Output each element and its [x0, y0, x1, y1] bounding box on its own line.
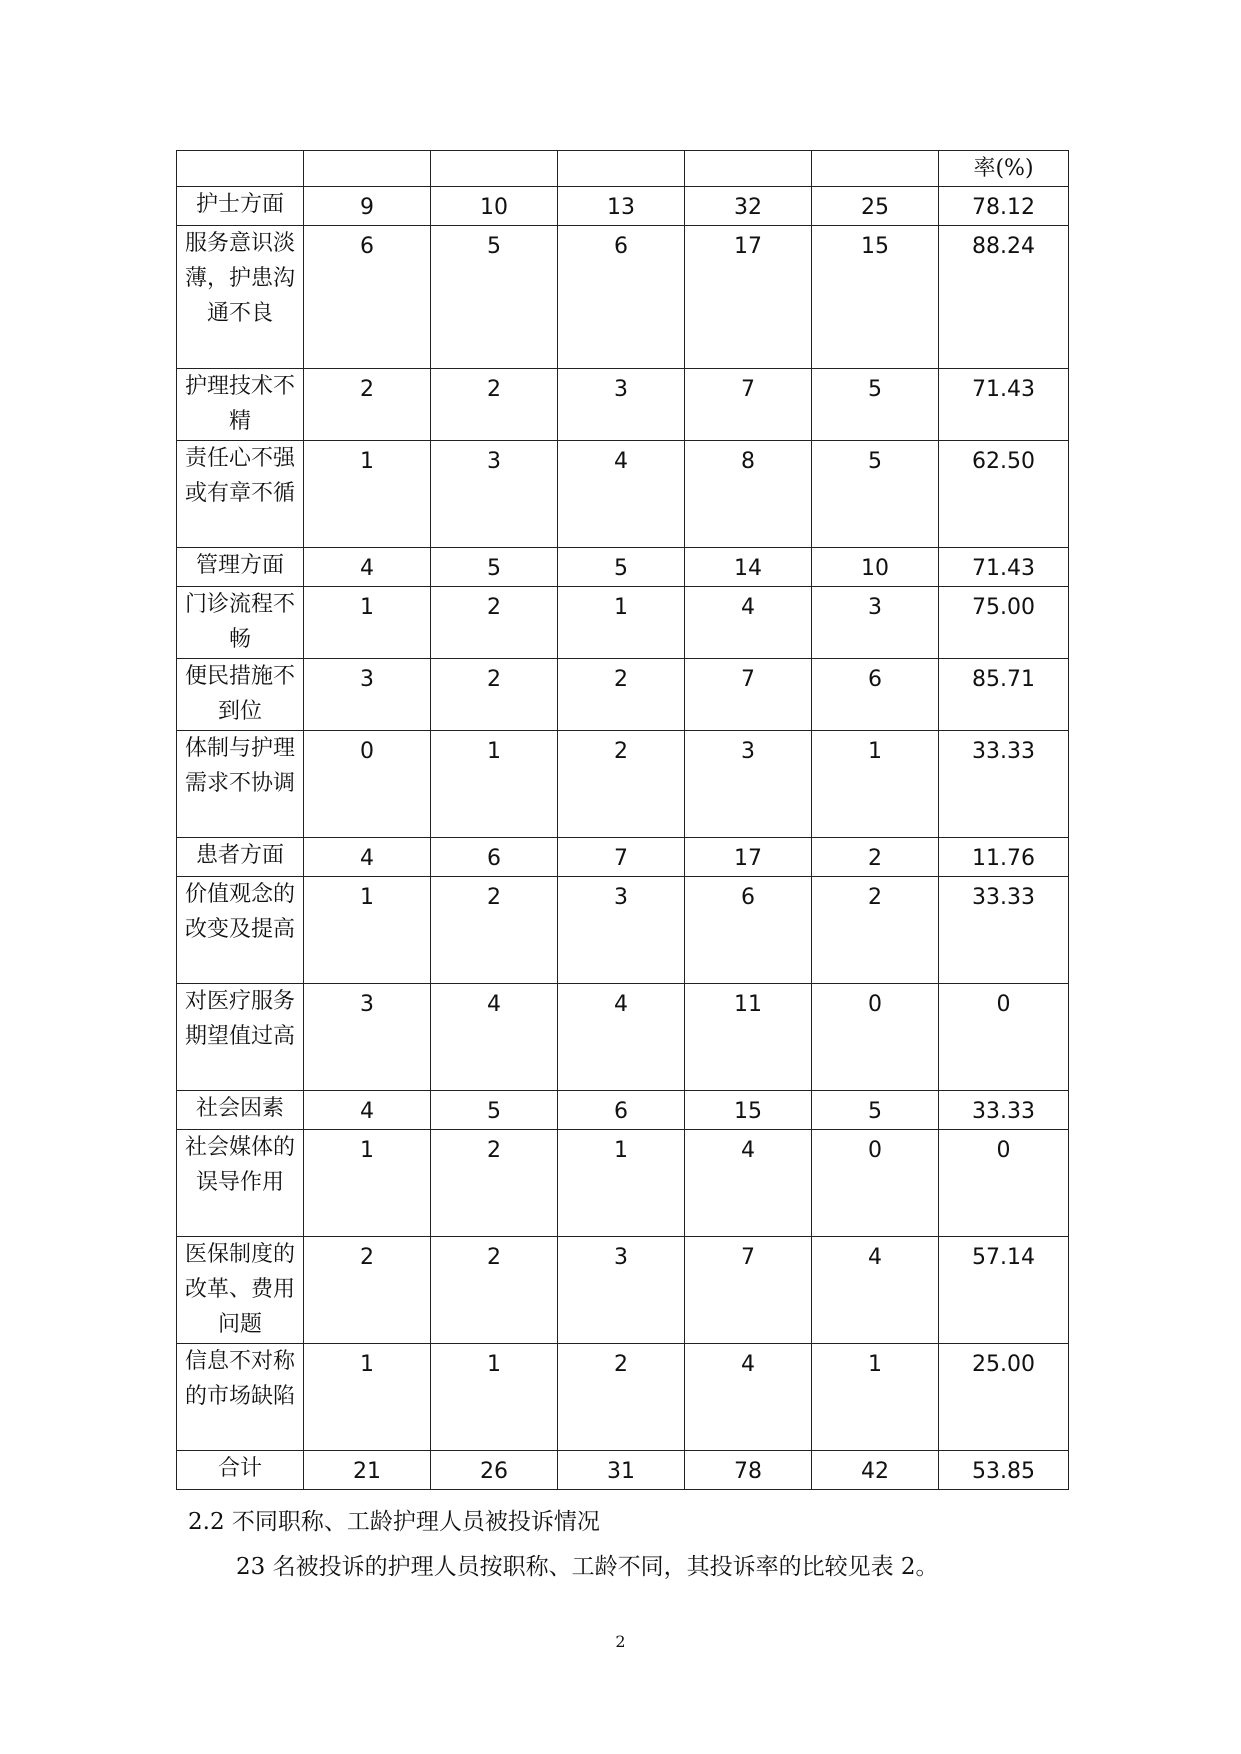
- table-cell: [812, 187, 939, 226]
- cell-value: 33.33: [972, 739, 1035, 764]
- cell-value: 0: [996, 992, 1011, 1017]
- cell-value: 5: [487, 1099, 501, 1124]
- cell-value: 53.85: [972, 1459, 1035, 1484]
- cell-value: 4: [741, 595, 755, 620]
- table-cell: [685, 877, 812, 984]
- table-row: [177, 984, 1069, 1091]
- table-row: [177, 587, 1069, 659]
- cell-value: 1: [360, 1138, 374, 1163]
- cell-value: 3: [614, 885, 628, 910]
- cell-value: 57.14: [972, 1245, 1035, 1270]
- row-label: 管理方面: [177, 548, 304, 587]
- table-cell: [431, 369, 558, 441]
- table-cell: [558, 587, 685, 659]
- cell-value: 4: [741, 1352, 755, 1377]
- table-cell: [558, 548, 685, 587]
- cell-value: 0: [868, 992, 882, 1017]
- table-cell: [304, 1451, 431, 1490]
- header-cell-empty: [177, 151, 304, 187]
- cell-value: 7: [614, 846, 628, 871]
- cell-value: 78: [734, 1459, 762, 1484]
- table-cell: [558, 1237, 685, 1344]
- table-cell: [558, 1130, 685, 1237]
- cell-value: 1: [360, 449, 374, 474]
- table-cell: [304, 441, 431, 548]
- cell-value: 2: [868, 885, 882, 910]
- cell-value: 15: [861, 234, 889, 259]
- cell-value: 5: [487, 556, 501, 581]
- cell-value: 1: [868, 1352, 882, 1377]
- table-cell: [685, 659, 812, 731]
- cell-value: 7: [741, 667, 755, 692]
- table-cell: [558, 1344, 685, 1451]
- table-cell: [558, 187, 685, 226]
- cell-value: 6: [614, 1099, 628, 1124]
- table-cell: [304, 548, 431, 587]
- cell-value: 1: [614, 595, 628, 620]
- table-cell: [812, 587, 939, 659]
- table-cell: [939, 731, 1069, 838]
- cell-value: 11.76: [972, 846, 1035, 871]
- table-cell: [812, 659, 939, 731]
- cell-value: 1: [360, 885, 374, 910]
- header-cell-empty: [685, 151, 812, 187]
- table-cell: [431, 838, 558, 877]
- table-cell: [812, 731, 939, 838]
- table-cell: [939, 1091, 1069, 1130]
- table-cell: [431, 187, 558, 226]
- table-cell: [685, 548, 812, 587]
- table-cell: [685, 984, 812, 1091]
- cell-value: 14: [734, 556, 762, 581]
- cell-value: 6: [868, 667, 882, 692]
- cell-value: 13: [607, 195, 635, 220]
- table-row: [177, 369, 1069, 441]
- row-label: 社会媒体的误导作用: [177, 1130, 304, 1237]
- cell-value: 1: [487, 739, 501, 764]
- cell-value: 4: [741, 1138, 755, 1163]
- table-cell: [304, 226, 431, 369]
- cell-value: 25: [861, 195, 889, 220]
- table-cell: [939, 587, 1069, 659]
- cell-value: 25.00: [972, 1352, 1035, 1377]
- table-cell: [431, 877, 558, 984]
- table-cell: [558, 1451, 685, 1490]
- table-row: [177, 226, 1069, 369]
- header-rate-cell: [939, 151, 1069, 187]
- row-label: 护士方面: [177, 187, 304, 226]
- table-cell: [431, 587, 558, 659]
- table-cell: [685, 1344, 812, 1451]
- body-paragraph: 23 名被投诉的护理人员按职称、工龄不同，其投诉率的比较见表 2。: [236, 1554, 939, 1580]
- row-label: 护理技术不精: [177, 369, 304, 441]
- cell-value: 2: [868, 846, 882, 871]
- cell-value: 3: [487, 449, 501, 474]
- cell-value: 11: [734, 992, 762, 1017]
- table-row: [177, 548, 1069, 587]
- cell-value: 2: [360, 1245, 374, 1270]
- row-label: 信息不对称的市场缺陷: [177, 1344, 304, 1451]
- cell-value: 2: [360, 377, 374, 402]
- table-cell: [685, 731, 812, 838]
- cell-value: 4: [360, 1099, 374, 1124]
- table-row: [177, 1130, 1069, 1237]
- cell-value: 2: [487, 1245, 501, 1270]
- table-cell: [685, 226, 812, 369]
- table-cell: [812, 1344, 939, 1451]
- table-row: [177, 1091, 1069, 1130]
- row-label: 责任心不强或有章不循: [177, 441, 304, 548]
- table-cell: [939, 369, 1069, 441]
- table-cell: [939, 1130, 1069, 1237]
- table-cell: [812, 1091, 939, 1130]
- cell-value: 6: [487, 846, 501, 871]
- table-row: [177, 441, 1069, 548]
- cell-value: 4: [614, 449, 628, 474]
- table-cell: [558, 877, 685, 984]
- table-cell: [685, 1091, 812, 1130]
- table-row: [177, 1237, 1069, 1344]
- cell-value: 1: [868, 739, 882, 764]
- cell-value: 62.50: [972, 449, 1035, 474]
- table-cell: [558, 369, 685, 441]
- cell-value: 2: [614, 1352, 628, 1377]
- row-label: 患者方面: [177, 838, 304, 877]
- cell-value: 85.71: [972, 667, 1035, 692]
- cell-value: 15: [734, 1099, 762, 1124]
- table-cell: [812, 984, 939, 1091]
- cell-value: 2: [487, 885, 501, 910]
- cell-value: 0: [360, 739, 374, 764]
- table-cell: [431, 1091, 558, 1130]
- cell-value: 1: [614, 1138, 628, 1163]
- table-cell: [812, 838, 939, 877]
- table-cell: [812, 548, 939, 587]
- table-cell: [558, 226, 685, 369]
- table-cell: [812, 1130, 939, 1237]
- row-label: 便民措施不到位: [177, 659, 304, 731]
- cell-value: 0: [996, 1138, 1011, 1163]
- cell-value: 17: [734, 234, 762, 259]
- cell-value: 26: [480, 1459, 508, 1484]
- table-cell: [304, 369, 431, 441]
- table-cell: [939, 877, 1069, 984]
- table-cell: [304, 587, 431, 659]
- cell-value: 9: [360, 195, 374, 220]
- cell-value: 5: [487, 234, 501, 259]
- table-cell: [558, 1091, 685, 1130]
- table-cell: [939, 548, 1069, 587]
- table-cell: [304, 1237, 431, 1344]
- table-cell: [431, 1130, 558, 1237]
- row-label: 门诊流程不畅: [177, 587, 304, 659]
- table-cell: [939, 226, 1069, 369]
- row-label: 服务意识淡薄，护患沟通不良: [177, 226, 304, 369]
- cell-value: 4: [360, 846, 374, 871]
- cell-value: 8: [741, 449, 755, 474]
- section-heading: 2.2 不同职称、工龄护理人员被投诉情况: [188, 1509, 600, 1535]
- table-cell: [812, 369, 939, 441]
- cell-value: 1: [487, 1352, 501, 1377]
- table-cell: [939, 984, 1069, 1091]
- table-cell: [812, 877, 939, 984]
- cell-value: 7: [741, 1245, 755, 1270]
- cell-value: 21: [353, 1459, 381, 1484]
- cell-value: 3: [360, 667, 374, 692]
- row-label: 体制与护理需求不协调: [177, 731, 304, 838]
- cell-value: 3: [868, 595, 882, 620]
- cell-value: 4: [360, 556, 374, 581]
- table-cell: [685, 1451, 812, 1490]
- cell-value: 2: [614, 739, 628, 764]
- table-row: [177, 187, 1069, 226]
- table-cell: [304, 1091, 431, 1130]
- cell-value: 6: [741, 885, 755, 910]
- cell-value: 75.00: [972, 595, 1035, 620]
- table-cell: [939, 659, 1069, 731]
- table-cell: [812, 441, 939, 548]
- table-row: [177, 731, 1069, 838]
- cell-value: 32: [734, 195, 762, 220]
- table-cell: [939, 1237, 1069, 1344]
- cell-value: 2: [487, 595, 501, 620]
- table-cell: [685, 1130, 812, 1237]
- table-row-total: [177, 1451, 1069, 1490]
- table-row: [177, 877, 1069, 984]
- table-cell: [685, 369, 812, 441]
- cell-value: 71.43: [972, 377, 1035, 402]
- cell-value: 3: [360, 992, 374, 1017]
- page-number: 2: [615, 1632, 626, 1651]
- table-cell: [812, 226, 939, 369]
- table-cell: [304, 877, 431, 984]
- cell-value: 88.24: [972, 234, 1035, 259]
- cell-value: 10: [861, 556, 889, 581]
- cell-value: 78.12: [972, 195, 1035, 220]
- table-cell: [939, 441, 1069, 548]
- table-cell: [558, 838, 685, 877]
- table-header-row: [177, 151, 1069, 187]
- cell-value: 5: [868, 449, 882, 474]
- cell-value: 6: [360, 234, 374, 259]
- row-label: 合计: [177, 1451, 304, 1490]
- table-cell: [304, 731, 431, 838]
- cell-value: 42: [861, 1459, 889, 1484]
- cell-value: 5: [614, 556, 628, 581]
- table-cell: [812, 1451, 939, 1490]
- cell-value: 4: [868, 1245, 882, 1270]
- table-cell: [812, 1237, 939, 1344]
- table-cell: [431, 659, 558, 731]
- header-cell-empty: [558, 151, 685, 187]
- table-cell: [304, 838, 431, 877]
- cell-value: 10: [480, 195, 508, 220]
- cell-value: 5: [868, 377, 882, 402]
- cell-value: 33.33: [972, 1099, 1035, 1124]
- table-cell: [304, 984, 431, 1091]
- table-cell: [431, 731, 558, 838]
- header-cell-empty: [304, 151, 431, 187]
- cell-value: 1: [360, 595, 374, 620]
- cell-value: 31: [607, 1459, 635, 1484]
- table-cell: [558, 731, 685, 838]
- cell-value: 0: [868, 1138, 882, 1163]
- row-label: 对医疗服务期望值过高: [177, 984, 304, 1091]
- cell-value: 33.33: [972, 885, 1035, 910]
- cell-value: 4: [614, 992, 628, 1017]
- cell-value: 2: [614, 667, 628, 692]
- cell-value: 3: [614, 377, 628, 402]
- header-cell-empty: [431, 151, 558, 187]
- cell-value: 17: [734, 846, 762, 871]
- cell-value: 3: [741, 739, 755, 764]
- cell-value: 5: [868, 1099, 882, 1124]
- cell-value: 1: [360, 1352, 374, 1377]
- table-cell: [431, 548, 558, 587]
- table-cell: [431, 984, 558, 1091]
- row-label: 医保制度的改革、费用问题: [177, 1237, 304, 1344]
- table-cell: [431, 1237, 558, 1344]
- table-cell: [304, 659, 431, 731]
- table-cell: [558, 984, 685, 1091]
- cell-value: 71.43: [972, 556, 1035, 581]
- cell-value: 4: [487, 992, 501, 1017]
- table-cell: [939, 187, 1069, 226]
- cell-value: 7: [741, 377, 755, 402]
- header-cell-empty: [812, 151, 939, 187]
- table-row: [177, 1344, 1069, 1451]
- row-label: 社会因素: [177, 1091, 304, 1130]
- table-cell: [685, 441, 812, 548]
- table-cell: [685, 1237, 812, 1344]
- table-cell: [685, 587, 812, 659]
- cell-value: 3: [614, 1245, 628, 1270]
- complaint-table: [176, 150, 1069, 1490]
- table-row: [177, 659, 1069, 731]
- header-rate-text: 率(%): [973, 156, 1034, 181]
- table-cell: [939, 838, 1069, 877]
- table-cell: [304, 1130, 431, 1237]
- table-cell: [939, 1451, 1069, 1490]
- table-cell: [431, 226, 558, 369]
- table-cell: [685, 187, 812, 226]
- table-cell: [558, 659, 685, 731]
- table-cell: [304, 1344, 431, 1451]
- table-cell: [431, 441, 558, 548]
- row-label: 价值观念的改变及提高: [177, 877, 304, 984]
- table-cell: [939, 1344, 1069, 1451]
- cell-value: 2: [487, 377, 501, 402]
- cell-value: 6: [614, 234, 628, 259]
- table-row: [177, 838, 1069, 877]
- table-cell: [685, 838, 812, 877]
- cell-value: 2: [487, 1138, 501, 1163]
- table-cell: [558, 441, 685, 548]
- table-cell: [431, 1344, 558, 1451]
- table-cell: [431, 1451, 558, 1490]
- cell-value: 2: [487, 667, 501, 692]
- table-cell: [304, 187, 431, 226]
